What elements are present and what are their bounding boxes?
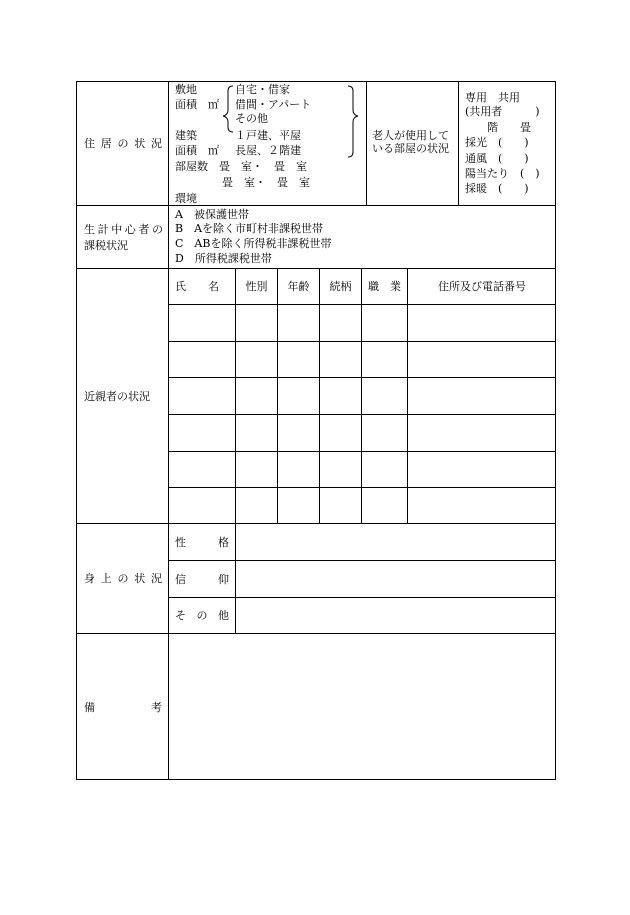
label-char: 計 <box>97 223 109 236</box>
room-info-sharer: (共用者 ) <box>465 105 540 118</box>
header-age: 年齢 <box>287 280 310 293</box>
label-char: 性 <box>175 535 186 549</box>
tenure-option-room-apartment: 借間・アパート <box>235 98 312 111</box>
room-info-floor-mats: 階 畳 <box>487 121 531 134</box>
room-info-sunlight: 陽当たり ( ) <box>465 167 540 180</box>
building-area: 面積 ㎡ <box>175 144 219 157</box>
livelihood-label-line-1 <box>84 223 163 236</box>
tenure-option-own-rent: 自宅・借家 <box>235 83 290 96</box>
label-char: 居 <box>100 136 112 150</box>
tax-option-b: B Aを除く市町村非課税世帯 <box>175 222 324 235</box>
label-char: 仰 <box>218 572 229 586</box>
site-label: 敷地 <box>175 83 197 96</box>
label-char: 中 <box>111 223 123 236</box>
label-char: 状 <box>134 572 146 585</box>
label-char: 心 <box>124 223 136 236</box>
header-name: 氏 名 <box>175 280 219 293</box>
relatives-label: 近親者の状況 <box>84 389 150 403</box>
label-char: の <box>117 572 129 585</box>
personal-label <box>84 524 162 633</box>
rooms-line-2: 畳 室・ 畳 室 <box>222 176 310 189</box>
label-char: 生 <box>84 223 95 236</box>
label-char: の <box>196 609 208 622</box>
tax-option-c: C ABを除く所得税非課税世帯 <box>175 237 332 250</box>
other-label <box>175 598 229 633</box>
header-sex: 性別 <box>245 280 268 293</box>
label-char: 状 <box>134 136 146 150</box>
header-address-phone: 住所及び電話番号 <box>438 280 526 293</box>
room-info-private-shared: 専用 共用 <box>465 91 520 104</box>
label-char: 上 <box>100 572 112 585</box>
elder-room-label: 老人が使用して いる部屋の状況 <box>372 129 449 155</box>
tenure-option-other: その他 <box>235 112 268 125</box>
environment-label: 環境 <box>175 192 197 205</box>
religion-label <box>175 561 229 597</box>
site-area: 面積 ㎡ <box>175 98 219 111</box>
label-char: 備 <box>84 700 95 714</box>
remarks-label <box>84 634 162 780</box>
building-label: 建築 <box>175 129 197 142</box>
building-option-detached: １戸建、平屋 <box>235 129 301 142</box>
personality-label <box>175 524 229 560</box>
rooms-line-1: 部屋数 畳 室・ 畳 室 <box>175 160 307 173</box>
label-char: の <box>117 136 129 150</box>
label-char: 信 <box>175 572 186 586</box>
housing-label <box>84 81 162 205</box>
tax-option-a: A 被保護世帯 <box>175 208 249 221</box>
label-char: 他 <box>218 609 229 622</box>
label-char: 者 <box>138 223 150 236</box>
header-relationship: 続柄 <box>329 280 352 293</box>
room-info-ventilation: 通風 ( ) <box>465 152 529 165</box>
livelihood-label-line-2: 課税状況 <box>84 239 128 252</box>
room-info-heating: 採暖 ( ) <box>465 182 529 195</box>
room-info-lighting: 採光 ( ) <box>465 136 529 149</box>
elder-status-form <box>76 81 556 780</box>
label-char: 格 <box>218 535 229 549</box>
label-char: 況 <box>151 572 162 585</box>
building-option-row-house: 長屋、２階建 <box>235 144 301 157</box>
label-char: 況 <box>151 136 162 150</box>
label-char: そ <box>175 609 186 622</box>
tax-option-d: D 所得税課税世帯 <box>175 252 272 265</box>
label-char: の <box>151 223 163 236</box>
label-char: 住 <box>84 136 95 150</box>
label-char: 身 <box>84 572 95 585</box>
header-occupation: 職 業 <box>368 280 401 293</box>
label-char: 考 <box>151 700 162 714</box>
